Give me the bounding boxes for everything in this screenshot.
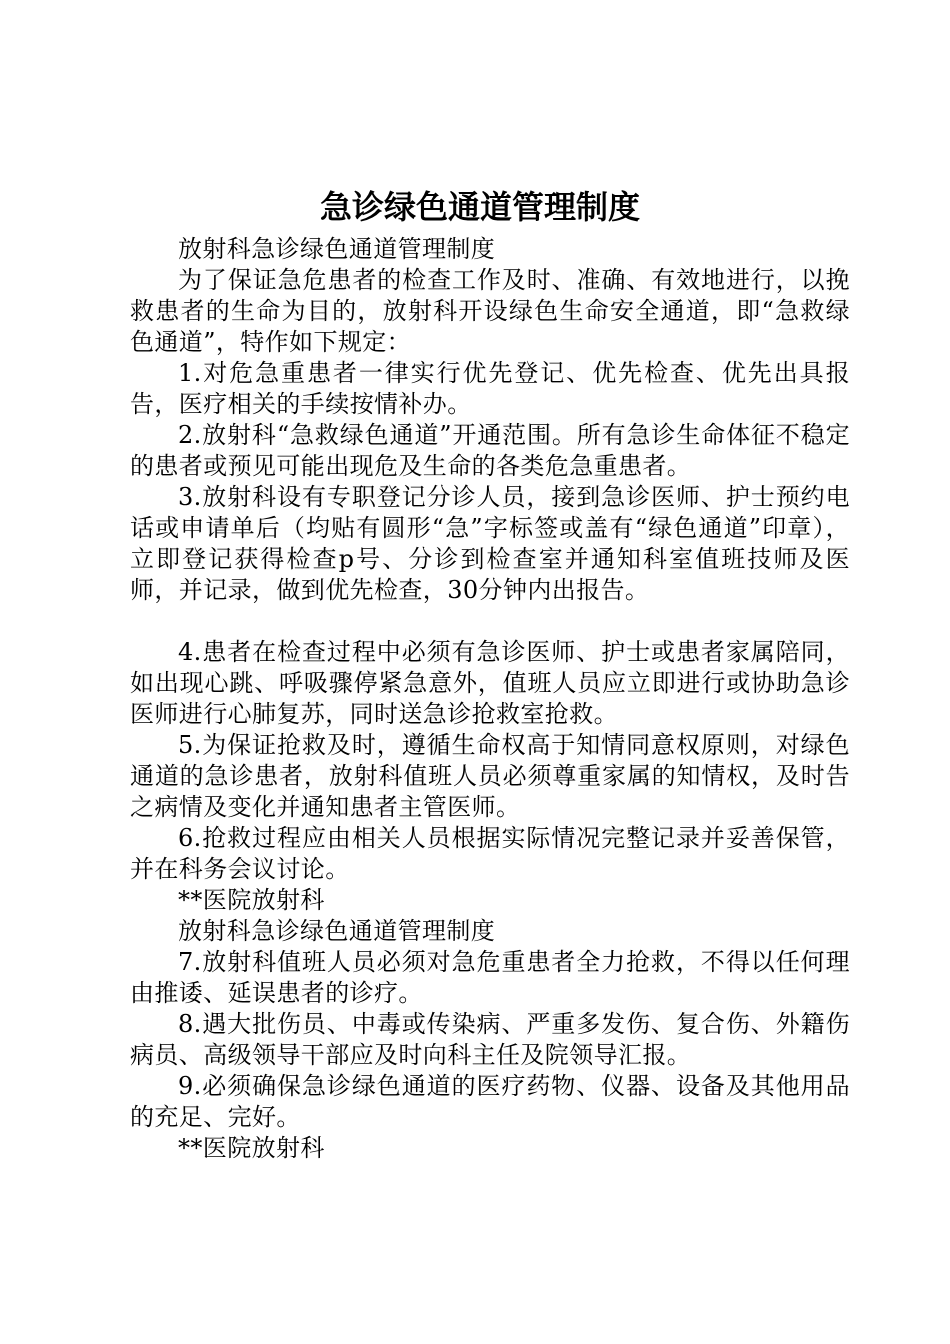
department-signature-final: **医院放射科 <box>178 1134 325 1162</box>
document-title: 急诊绿色通道管理制度 <box>319 188 640 226</box>
section-heading: 放射科急诊绿色通道管理制度 <box>178 235 496 263</box>
rule-item-2: 2.放射科“急救绿色通道”开通范围。所有急诊生命体征不稳定的患者或预见可能出现危及生命的各类危急重患者。 <box>130 421 850 480</box>
department-signature: **医院放射科 <box>178 886 325 914</box>
rule-item-8: 8.遇大批伤员、中毒或传染病、严重多发伤、复合伤、外籍伤病员、高级领导干部应及时向科主任及院领导汇报。 <box>130 1010 850 1069</box>
rule-item-5: 5.为保证抢救及时，遵循生命权高于知情同意权原则，对绿色通道的急诊患者，放射科值班人员必须尊重家属的知情权，及时告之病情及变化并通知患者主管医师。 <box>130 731 850 821</box>
rule-item-1: 1.对危急重患者一律实行优先登记、优先检查、优先出具报告，医疗相关的手续按情补办。 <box>130 359 850 418</box>
document-body <box>130 234 850 1164</box>
rule-item-6: 6.抢救过程应由相关人员根据实际情况完整记录并妥善保管，并在科务会议讨论。 <box>130 824 850 883</box>
rule-item-3: 3.放射科设有专职登记分诊人员，接到急诊医师、护士预约电话或申请单后（均贴有圆形“急”字标签或盖有“绿色通道”印章），立即登记获得检查p号、分诊到检查室并通知科室值班技师及医师，并记录，做到优先检查，30分钟内出报告。 <box>130 483 850 604</box>
section-heading-repeat: 放射科急诊绿色通道管理制度 <box>178 917 496 945</box>
rule-item-9: 9.必须确保急诊绿色通道的医疗药物、仪器、设备及其他用品的充足、完好。 <box>130 1072 850 1131</box>
rule-item-7: 7.放射科值班人员必须对急危重患者全力抢救，不得以任何理由推诿、延误患者的诊疗。 <box>130 948 850 1007</box>
rule-item-4: 4.患者在检查过程中必须有急诊医师、护士或患者家属陪同，如出现心跳、呼吸骤停紧急意外，值班人员应立即进行或协助急诊医师进行心肺复苏，同时送急诊抢救室抢救。 <box>130 638 850 728</box>
intro-paragraph: 为了保证急危患者的检查工作及时、准确、有效地进行，以挽救患者的生命为目的，放射科开设绿色生命安全通道，即“急救绿色通道”，特作如下规定： <box>130 266 850 356</box>
paragraph-gap <box>130 606 850 637</box>
